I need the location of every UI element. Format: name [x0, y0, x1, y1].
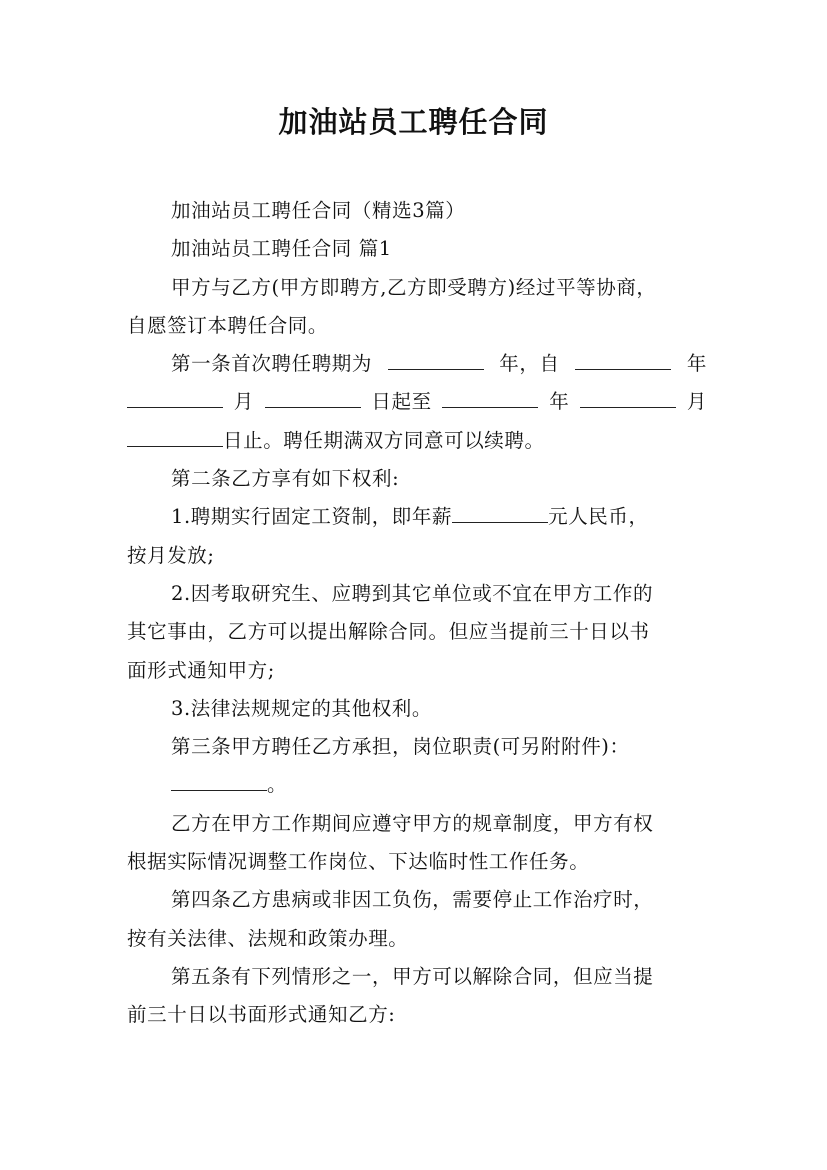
blank-field: [452, 498, 548, 523]
article2-heading: 第二条乙方享有如下权利:: [171, 467, 400, 491]
article1-text-c: 年: [686, 352, 707, 376]
blank-field: [388, 345, 484, 370]
para1-line1: 甲方与乙方(甲方即聘方,乙方即受聘方)经过平等协商，: [171, 275, 657, 299]
article1-text-f: 年: [549, 390, 570, 414]
article1-text-a: 第一条首次聘任聘期为: [171, 352, 373, 376]
document-title: 加油站员工聘任合同: [278, 105, 549, 139]
article2-item1-text-a: 1.聘期实行固定工资制，即年薪: [171, 505, 453, 529]
article4-line1: 第四条乙方患病或非因工负伤，需要停止工作治疗时，: [171, 888, 654, 912]
article2-item1-line2: 按月发放;: [127, 543, 215, 567]
article2-item2-line3: 面形式通知甲方;: [127, 658, 275, 682]
intro-subheading: 加油站员工聘任合同 篇1: [171, 237, 392, 261]
article1-text-h: 日止。聘任期满双方同意可以续聘。: [223, 428, 545, 452]
article3-heading: 第三条甲方聘任乙方承担，岗位职责(可另附附件)：: [171, 735, 630, 759]
blank-field: [575, 345, 671, 370]
document-body: [127, 192, 707, 1035]
article5-line1: 第五条有下列情形之一，甲方可以解除合同，但应当提: [171, 964, 654, 988]
article3-para-line1: 乙方在甲方工作期间应遵守甲方的规章制度，甲方有权: [171, 811, 654, 835]
article1-text-e: 日起至: [371, 390, 432, 414]
blank-field: [580, 383, 676, 408]
article5-line2: 前三十日以书面形式通知乙方:: [127, 1003, 396, 1027]
article4-line2: 按有关法律、法规和政策办理。: [127, 926, 409, 950]
article2-item1-text-b: 元人民币，: [548, 505, 649, 529]
article3-blank-line: [127, 766, 707, 804]
article2-item3: 3.法律法规规定的其他权利。: [171, 696, 433, 720]
blank-field: [442, 383, 538, 408]
blank-field: [127, 422, 223, 447]
article3-period: 。: [267, 773, 288, 797]
article1-text-b: 年，自: [499, 352, 560, 376]
article1-line1: [127, 345, 707, 383]
article2-item1-line1: [127, 498, 707, 536]
article1-text-g: 月: [686, 390, 707, 414]
article2-item2-line1: 2.因考取研究生、应聘到其它单位或不宜在甲方工作的: [171, 581, 654, 605]
article1-line3: [127, 422, 707, 460]
para1-line2: 自愿签订本聘任合同。: [127, 313, 329, 337]
blank-field: [127, 383, 223, 408]
article3-para-line2: 根据实际情况调整工作岗位、下达临时性工作任务。: [127, 850, 590, 874]
blank-field: [265, 383, 361, 408]
article1-line2: [127, 383, 707, 421]
intro-heading: 加油站员工聘任合同（精选3篇）: [171, 199, 466, 222]
blank-field: [171, 766, 267, 791]
article2-item2-line2: 其它事由，乙方可以提出解除合同。但应当提前三十日以书: [127, 620, 650, 644]
article1-text-d: 月: [233, 390, 254, 414]
